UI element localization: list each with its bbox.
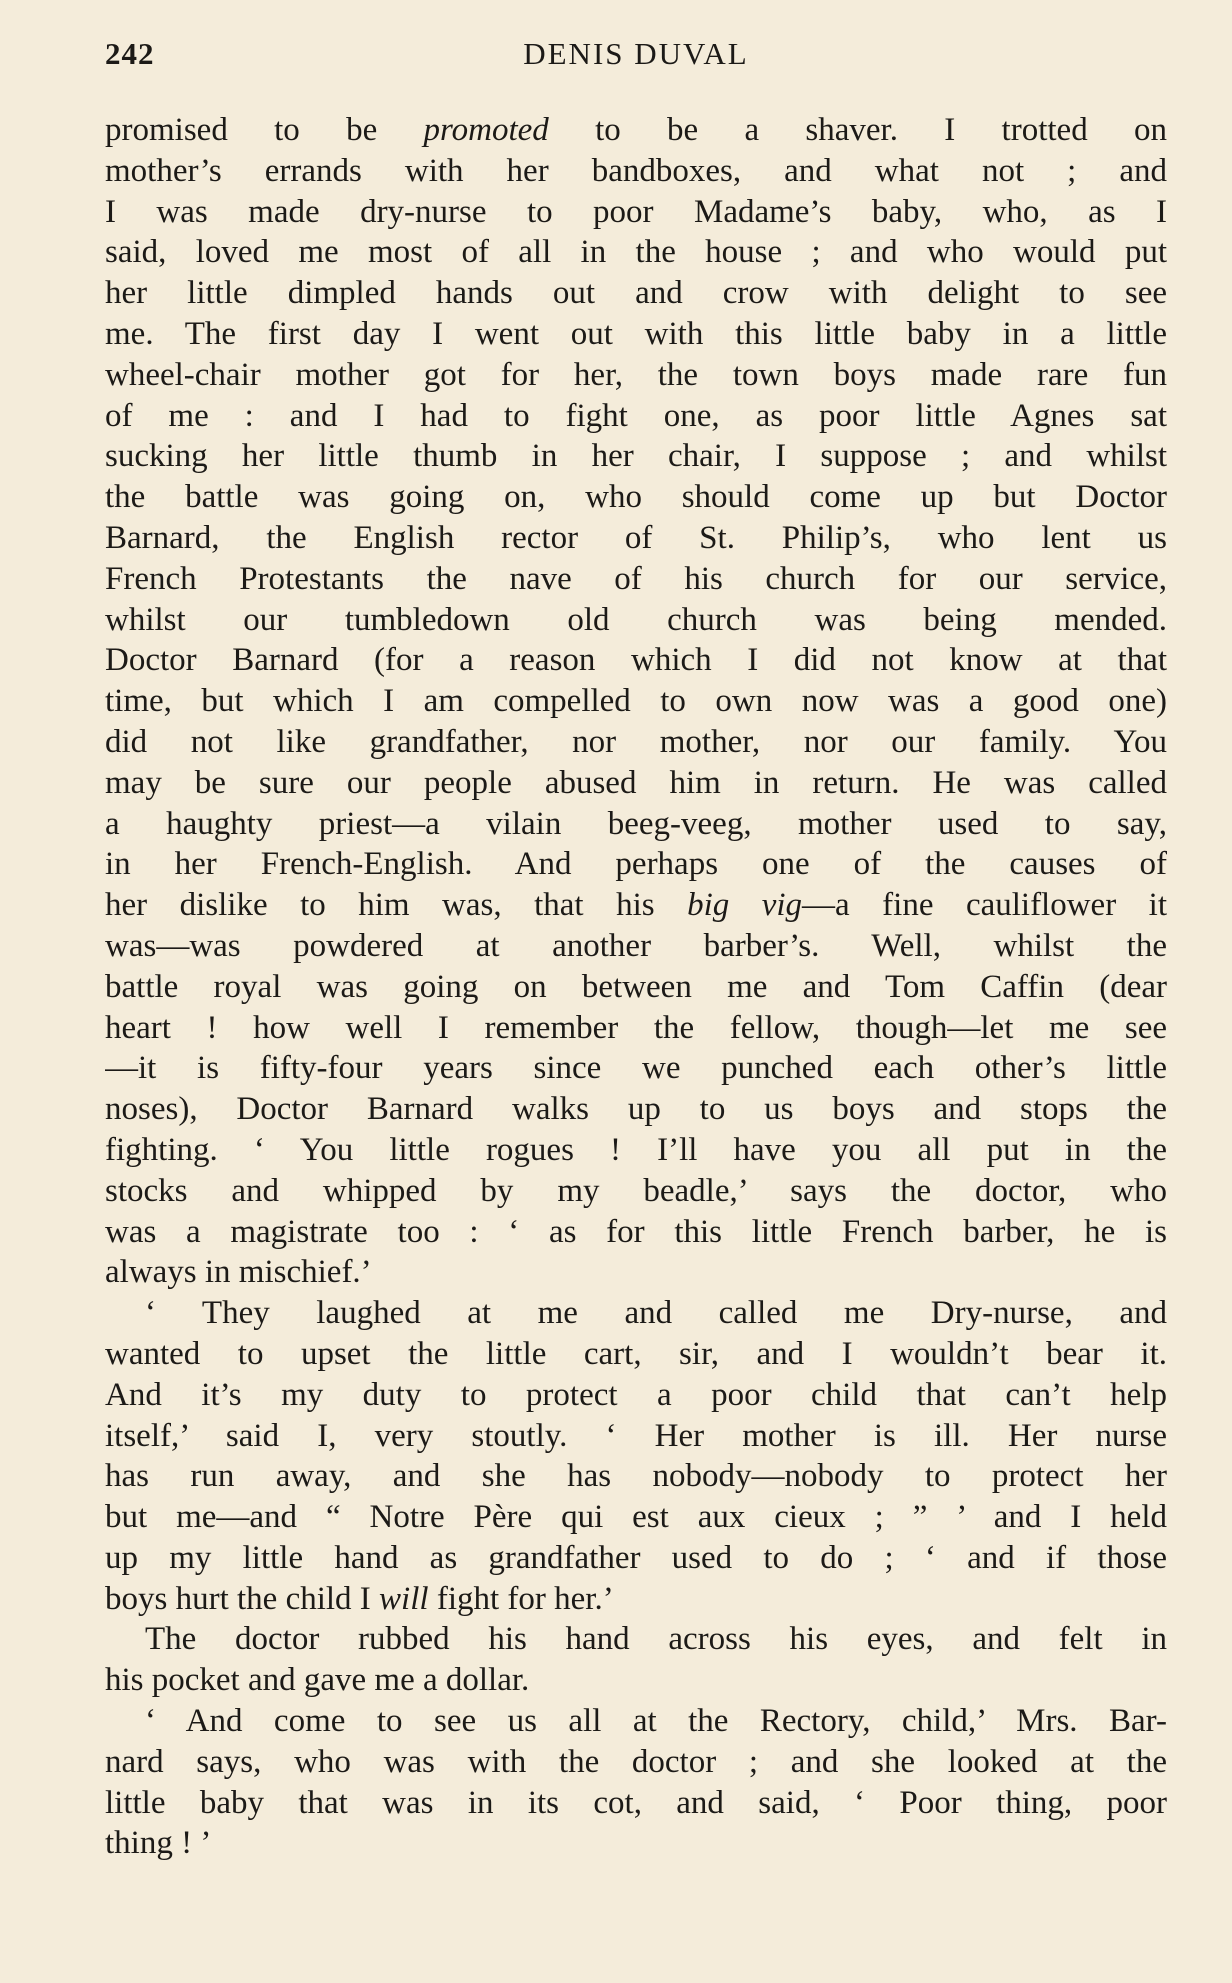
text-line bbox=[105, 600, 1167, 641]
text-run: Barnard, the English rector of St. Philip’s, who lent us bbox=[105, 519, 1167, 556]
text-run: the battle was going on, who should come up but Doctor bbox=[105, 479, 1167, 516]
text-line bbox=[105, 1497, 1167, 1538]
text-run: mother’s errands with her bandboxes, and what not ; and bbox=[105, 152, 1167, 189]
text-run: said, loved me most of all in the house ; and who would put bbox=[105, 234, 1167, 271]
text-run: always in mischief.’ bbox=[105, 1254, 372, 1291]
text-run: of me : and I had to fight one, as poor little Agnes sat bbox=[105, 397, 1167, 434]
text-line bbox=[105, 844, 1167, 885]
body-text bbox=[105, 110, 1167, 1864]
text-line bbox=[105, 1089, 1167, 1130]
text-line bbox=[105, 804, 1167, 845]
text-line bbox=[105, 477, 1167, 518]
text-line bbox=[105, 314, 1167, 355]
text-run: wheel-chair mother got for her, the town boys made rare fun bbox=[105, 356, 1167, 393]
text-line bbox=[105, 192, 1167, 233]
text-run: in her French-English. And perhaps one of the causes of bbox=[105, 846, 1167, 883]
text-run: but me—and “ Notre Père qui est aux cieux ; ” ’ and I held bbox=[105, 1499, 1167, 1536]
text-run: noses), Doctor Barnard walks up to us boys and stops the bbox=[105, 1091, 1167, 1128]
text-line bbox=[105, 967, 1167, 1008]
text-line bbox=[105, 885, 1167, 926]
text-line bbox=[105, 722, 1167, 763]
text-line bbox=[105, 1701, 1167, 1742]
text-line bbox=[105, 1212, 1167, 1253]
text-run: sucking her little thumb in her chair, I suppose ; and whilst bbox=[105, 438, 1167, 475]
text-run: time, but which I am compelled to own now was a good one) bbox=[105, 683, 1167, 720]
text-run: me. The first day I went out with this little baby in a little bbox=[105, 315, 1167, 352]
text-run: to be a shaver. I trotted on bbox=[548, 112, 1167, 148]
text-line bbox=[105, 151, 1167, 192]
text-run: may be sure our people abused him in return. He was called bbox=[105, 764, 1167, 801]
text-run: heart ! how well I remember the fellow, though—let me see bbox=[105, 1009, 1167, 1046]
text-run: stocks and whipped by my beadle,’ says the doctor, who bbox=[105, 1172, 1167, 1209]
text-run: itself,’ said I, very stoutly. ‘ Her mother is ill. Her nurse bbox=[105, 1417, 1167, 1454]
text-line bbox=[105, 518, 1167, 559]
text-line bbox=[105, 110, 1167, 151]
text-run: a haughty priest—a vilain beeg-veeg, mother used to say, bbox=[105, 805, 1167, 842]
text-run: whilst our tumbledown old church was being mended. bbox=[105, 601, 1167, 638]
text-run: up my little hand as grandfather used to do ; ‘ and if those bbox=[105, 1539, 1167, 1576]
text-run: nard says, who was with the doctor ; and she looked at the bbox=[105, 1743, 1167, 1780]
text-line bbox=[105, 640, 1167, 681]
text-line bbox=[105, 273, 1167, 314]
text-line bbox=[105, 1252, 1167, 1293]
text-run: did not like grandfather, nor mother, nor our family. You bbox=[105, 723, 1167, 760]
text-run: was a magistrate too : ‘ as for this little French barber, he is bbox=[105, 1213, 1167, 1250]
text-run: ‘ And come to see us all at the Rectory, child,’ Mrs. Bar- bbox=[145, 1703, 1167, 1740]
text-line bbox=[105, 1171, 1167, 1212]
text-run: his pocket and gave me a dollar. bbox=[105, 1662, 530, 1699]
text-line bbox=[105, 763, 1167, 804]
text-run: fight for her.’ bbox=[428, 1580, 614, 1617]
text-line bbox=[105, 1293, 1167, 1334]
text-line bbox=[105, 1783, 1167, 1824]
text-line bbox=[105, 1375, 1167, 1416]
text-run: I was made dry-nurse to poor Madame’s baby, who, as I bbox=[105, 193, 1167, 230]
text-run: The doctor rubbed his hand across his eyes, and felt in bbox=[145, 1621, 1167, 1658]
text-run: wanted to upset the little cart, sir, and I wouldn’t bear it. bbox=[105, 1335, 1167, 1372]
text-run: her little dimpled hands out and crow with delight to see bbox=[105, 275, 1167, 312]
text-run: little baby that was in its cot, and said, ‘ Poor thing, poor bbox=[105, 1784, 1167, 1821]
text-line bbox=[105, 1130, 1167, 1171]
text-line bbox=[105, 1456, 1167, 1497]
running-title: DENIS DUVAL bbox=[523, 36, 749, 71]
text-run: Doctor Barnard (for a reason which I did not know at that bbox=[105, 642, 1167, 679]
text-run: was—was powdered at another barber’s. Well, whilst the bbox=[105, 927, 1167, 964]
italic-text: promoted bbox=[423, 112, 549, 148]
text-line bbox=[105, 1048, 1167, 1089]
text-line bbox=[105, 232, 1167, 273]
page-number: 242 bbox=[105, 36, 155, 71]
text-run: fighting. ‘ You little rogues ! I’ll have you all put in the bbox=[105, 1131, 1167, 1168]
text-run: thing ! ’ bbox=[105, 1825, 212, 1862]
text-line bbox=[105, 396, 1167, 437]
text-run: And it’s my duty to protect a poor child that can’t help bbox=[105, 1376, 1167, 1413]
text-line bbox=[105, 1742, 1167, 1783]
text-line bbox=[105, 1334, 1167, 1375]
text-run: her dislike to him was, that his bbox=[105, 887, 688, 924]
page-header bbox=[105, 36, 1167, 80]
italic-text: will bbox=[379, 1580, 429, 1617]
text-run: —it is fifty-four years since we punched each other’s little bbox=[105, 1050, 1167, 1087]
text-line bbox=[105, 436, 1167, 477]
text-line bbox=[105, 1660, 1167, 1701]
text-run: French Protestants the nave of his church for our service, bbox=[105, 560, 1167, 597]
text-run: boys hurt the child I bbox=[105, 1580, 380, 1617]
text-run: ‘ They laughed at me and called me Dry-nurse, and bbox=[145, 1295, 1167, 1332]
text-line bbox=[105, 1823, 1167, 1864]
text-run: promised to be bbox=[105, 112, 424, 148]
text-run: battle royal was going on between me and Tom Caffin (dear bbox=[105, 968, 1167, 1005]
italic-text: big vig bbox=[687, 887, 803, 924]
text-line bbox=[105, 1619, 1167, 1660]
text-line bbox=[105, 681, 1167, 722]
text-line bbox=[105, 926, 1167, 967]
text-run: —a fine cauliflower it bbox=[802, 887, 1167, 924]
text-run: has run away, and she has nobody—nobody to protect her bbox=[105, 1458, 1167, 1495]
text-line bbox=[105, 1008, 1167, 1049]
text-line bbox=[105, 1416, 1167, 1457]
text-line bbox=[105, 1538, 1167, 1579]
text-line bbox=[105, 355, 1167, 396]
text-line bbox=[105, 1579, 1167, 1620]
text-line bbox=[105, 559, 1167, 600]
